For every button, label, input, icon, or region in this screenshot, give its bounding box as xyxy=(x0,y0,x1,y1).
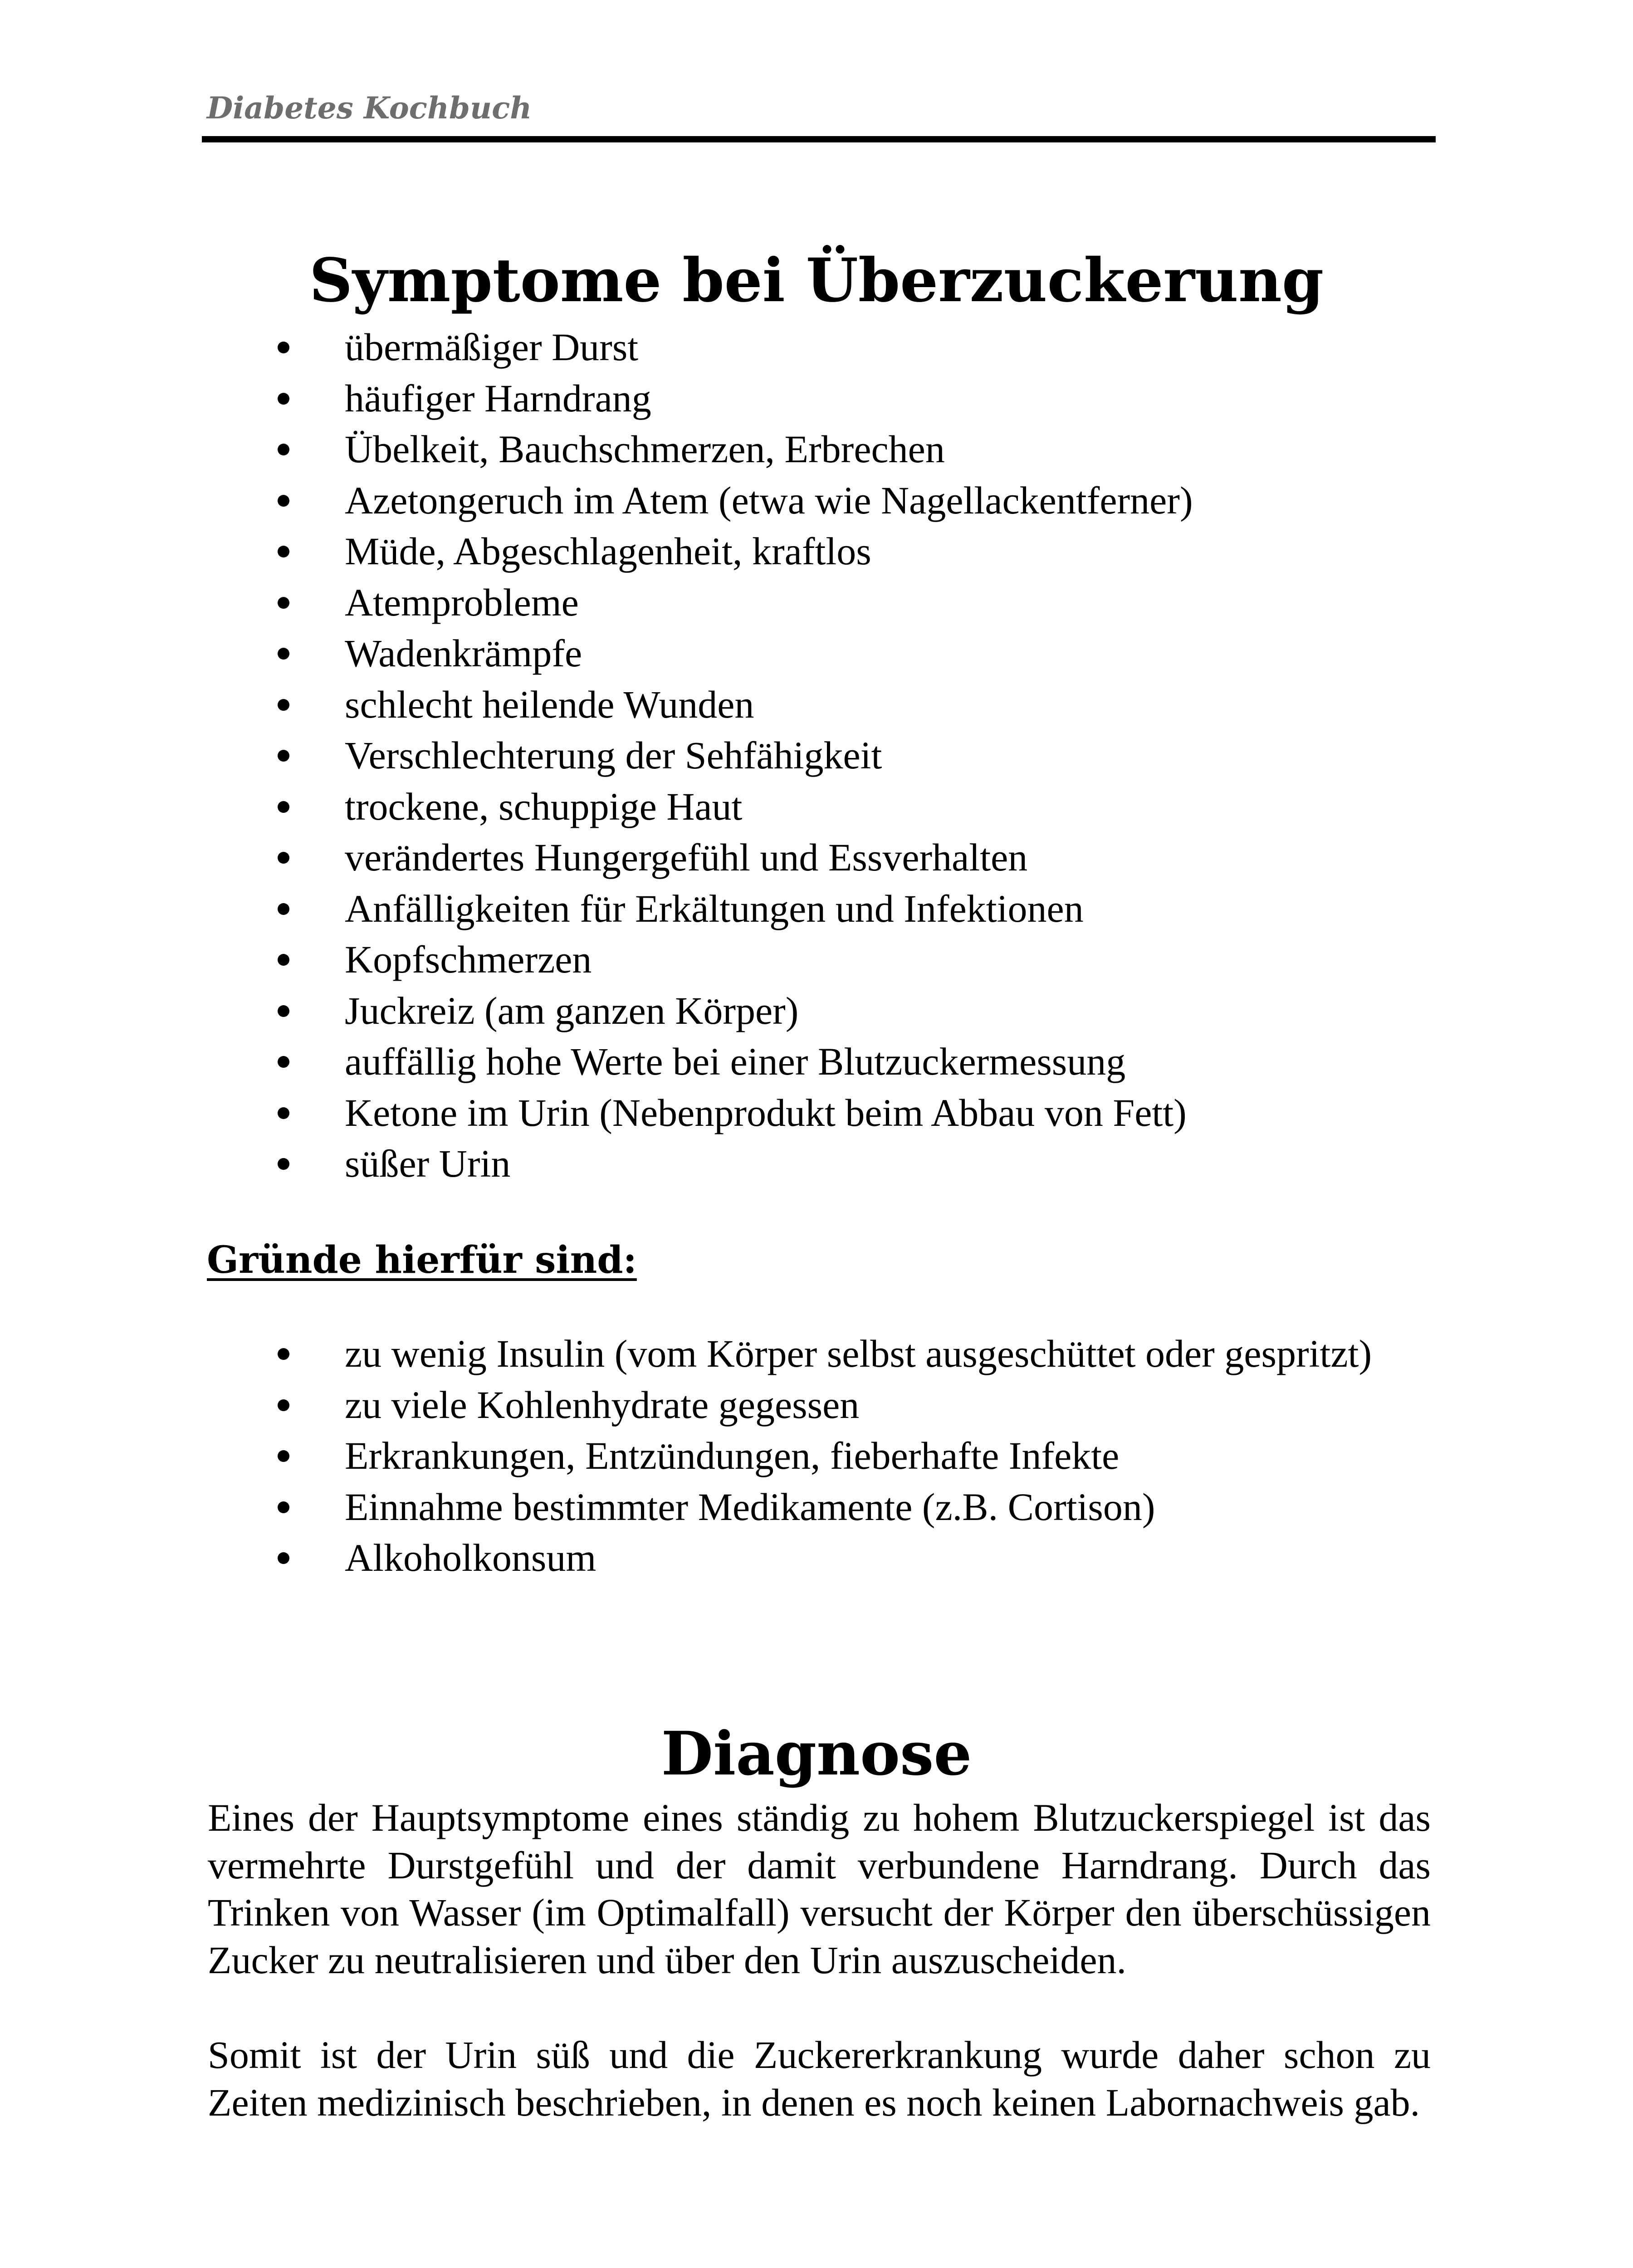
list-item xyxy=(263,1087,1506,1139)
list-item xyxy=(263,322,1506,373)
list-item-text: Azetongeruch im Atem (etwa wie Nagellackentferner) xyxy=(345,478,1193,522)
bullet-icon xyxy=(278,546,289,557)
list-item-text: Übelkeit, Bauchschmerzen, Erbrechen xyxy=(345,427,945,471)
list-item xyxy=(263,373,1506,424)
list-item-text: übermäßiger Durst xyxy=(345,325,639,369)
list-item-text: trockene, schuppige Haut xyxy=(345,784,743,828)
list-item-text: Wadenkrämpfe xyxy=(345,631,582,675)
bullet-icon xyxy=(278,444,289,455)
bullet-icon xyxy=(278,393,289,405)
list-item xyxy=(263,1379,1506,1431)
bullet-icon xyxy=(278,1107,289,1119)
list-item xyxy=(263,934,1506,985)
diagnose-paragraph: Somit ist der Urin süß und die Zuckererkrankung wurde daher schon zu Zeiten medizinisch beschrieben, in denen es noch keinen Labornachweis gab. xyxy=(208,2033,1431,2124)
bullet-icon xyxy=(278,342,289,353)
list-item xyxy=(263,1532,1506,1584)
list-item-text: Alkoholkonsum xyxy=(345,1536,596,1579)
list-item xyxy=(263,526,1506,577)
bullet-icon xyxy=(278,1450,289,1462)
symptoms-heading: Symptome bei Überzuckerung xyxy=(309,245,1324,316)
bullet-icon xyxy=(278,801,289,813)
list-item xyxy=(263,1328,1506,1379)
list-item-text: auffällig hohe Werte bei einer Blutzuckermessung xyxy=(345,1040,1126,1083)
list-item xyxy=(263,730,1506,781)
bullet-icon xyxy=(278,903,289,915)
bullet-icon xyxy=(278,597,289,609)
reasons-heading: Gründe hierfür sind: xyxy=(207,1238,637,1282)
list-item xyxy=(263,832,1506,883)
list-item xyxy=(263,679,1506,730)
list-item-text: zu viele Kohlenhydrate gegessen xyxy=(345,1383,860,1427)
list-item xyxy=(263,883,1506,934)
list-item xyxy=(263,781,1506,832)
diagnose-heading: Diagnose xyxy=(661,1719,972,1789)
bullet-icon xyxy=(278,750,289,762)
bullet-icon xyxy=(278,1348,289,1360)
header-divider xyxy=(202,136,1436,142)
list-item-text: Atemprobleme xyxy=(345,580,579,624)
list-item-text: Müde, Abgeschlagenheit, kraftlos xyxy=(345,529,871,573)
list-item xyxy=(263,1481,1506,1533)
list-item-text: häufiger Harndrang xyxy=(345,376,651,420)
list-item-text: Anfälligkeiten für Erkältungen und Infektionen xyxy=(345,886,1084,930)
bullet-icon xyxy=(278,1005,289,1017)
diagnose-paragraph: Eines der Hauptsymptome eines ständig zu hohem Blutzuckerspiegel ist das vermehrte Durstgefühl und der damit verbundene Harndrang. Durch das Trinken von Wasser (im Optimalfall) versucht der Körper den überschüssigen Zucker zu neutralisieren und über den Urin auszuscheiden. xyxy=(208,1796,1431,1982)
bullet-icon xyxy=(278,1056,289,1068)
bullet-icon xyxy=(278,1501,289,1513)
list-item-text: Einnahme bestimmter Medikamente (z.B. Cortison) xyxy=(345,1485,1155,1529)
list-item xyxy=(263,424,1506,475)
list-item-text: schlecht heilende Wunden xyxy=(345,682,754,726)
bullet-icon xyxy=(278,699,289,711)
list-item xyxy=(263,475,1506,526)
list-item xyxy=(263,1430,1506,1481)
bullet-icon xyxy=(278,1399,289,1411)
symptoms-list xyxy=(263,322,1506,1189)
list-item-text: Verschlechterung der Sehfähigkeit xyxy=(345,733,882,777)
list-item xyxy=(263,577,1506,628)
reasons-list xyxy=(263,1328,1506,1584)
running-header-title: Diabetes Kochbuch xyxy=(207,90,532,126)
list-item xyxy=(263,1138,1506,1189)
bullet-icon xyxy=(278,954,289,966)
list-item-text: Erkrankungen, Entzündungen, fieberhafte Infekte xyxy=(345,1434,1120,1477)
list-item-text: Kopfschmerzen xyxy=(345,938,592,981)
bullet-icon xyxy=(278,1158,289,1170)
list-item-text: süßer Urin xyxy=(345,1142,511,1185)
list-item xyxy=(263,985,1506,1036)
bullet-icon xyxy=(278,1552,289,1564)
list-item-text: verändertes Hungergefühl und Essverhalten xyxy=(345,836,1028,879)
list-item-text: Juckreiz (am ganzen Körper) xyxy=(345,988,799,1032)
bullet-icon xyxy=(278,648,289,660)
list-item-text: zu wenig Insulin (vom Körper selbst ausgeschüttet oder gespritzt) xyxy=(345,1332,1372,1375)
bullet-icon xyxy=(278,495,289,507)
list-item-text: Ketone im Urin (Nebenprodukt beim Abbau von Fett) xyxy=(345,1090,1187,1134)
bullet-icon xyxy=(278,852,289,864)
list-item xyxy=(263,1036,1506,1087)
list-item xyxy=(263,628,1506,679)
